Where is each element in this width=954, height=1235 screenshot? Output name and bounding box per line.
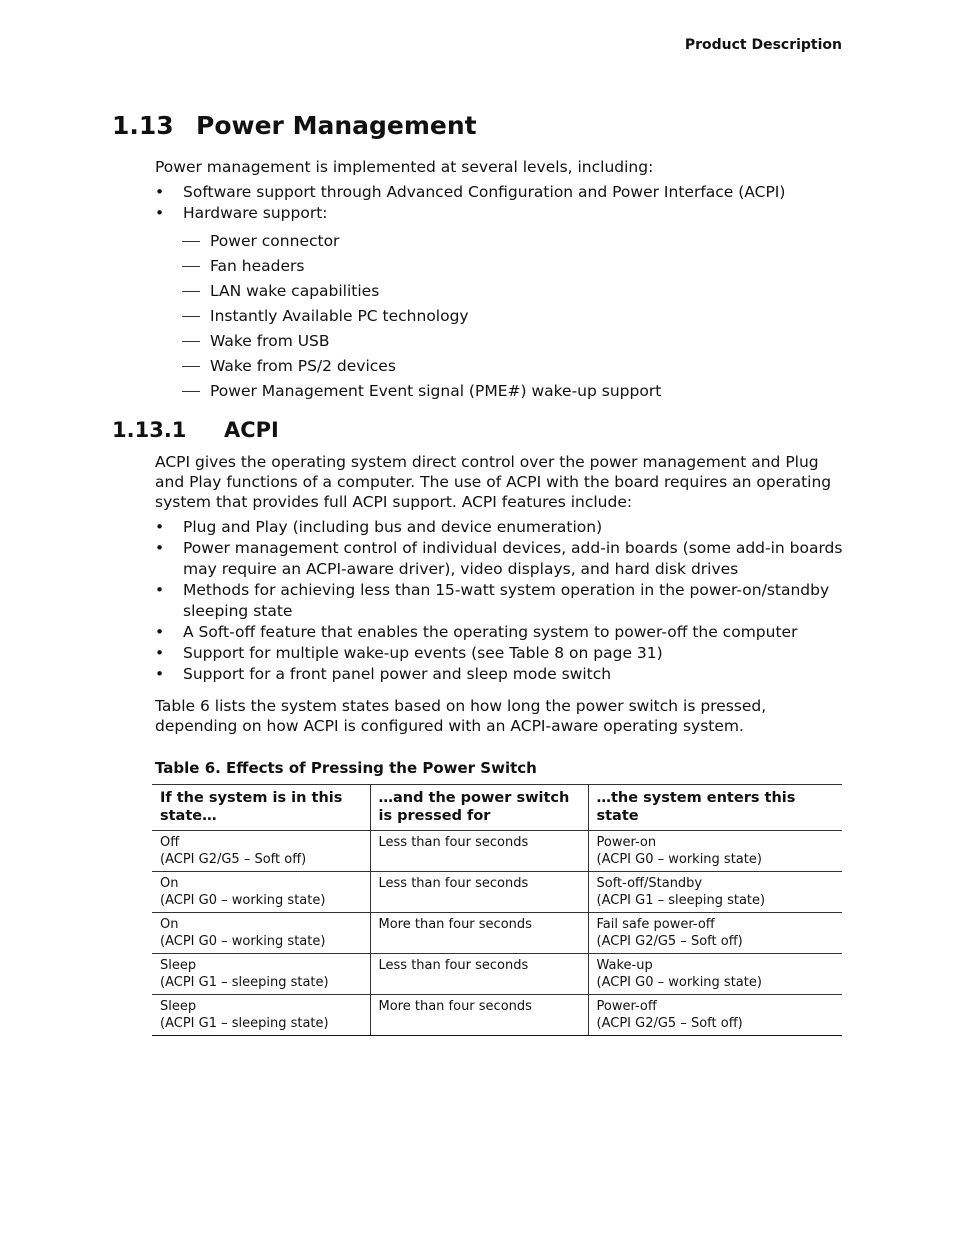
dash-icon	[182, 366, 200, 367]
cell-result: Power-on	[596, 835, 657, 850]
acpi-feature-list	[155, 517, 845, 685]
section-intro: Power management is implemented at several levels, including:	[155, 158, 654, 176]
list-item	[182, 229, 661, 254]
table-cell	[588, 995, 842, 1036]
list-item	[155, 664, 845, 685]
cell-duration: Less than four seconds	[378, 835, 529, 850]
list-item	[182, 254, 661, 279]
section-title: Power Management	[196, 111, 477, 140]
list-item-text: Wake from USB	[210, 332, 330, 350]
bullet-icon: •	[155, 183, 165, 201]
list-item-text: Support for multiple wake-up events (see Table 8 on page 31)	[183, 644, 663, 662]
cell-result-acpi: (ACPI G1 – sleeping state)	[596, 893, 766, 908]
cell-state-acpi: (ACPI G0 – working state)	[160, 893, 326, 908]
list-item-text: Instantly Available PC technology	[210, 307, 469, 325]
list-item-text: Wake from PS/2 devices	[210, 357, 396, 375]
table-cell	[152, 913, 370, 954]
list-item-text: Power management control of individual devices, add-in boards (some add-in boards may require an ACPI-aware driver), video displays, and hard disk drives	[183, 539, 843, 578]
cell-result-acpi: (ACPI G0 – working state)	[596, 852, 762, 867]
cell-result-acpi: (ACPI G0 – working state)	[596, 975, 762, 990]
list-item-text: Methods for achieving less than 15-watt system operation in the power-on/standby sleeping state	[183, 581, 830, 620]
subsection-title: ACPI	[224, 418, 279, 442]
cell-state-acpi: (ACPI G2/G5 – Soft off)	[160, 852, 307, 867]
cell-state: On	[160, 917, 179, 932]
bullet-icon: •	[155, 644, 165, 662]
cell-state-acpi: (ACPI G1 – sleeping state)	[160, 975, 329, 990]
column-header: …and the power switch is pressed for	[370, 785, 588, 831]
cell-result-acpi: (ACPI G2/G5 – Soft off)	[596, 1016, 743, 1031]
hardware-support-list	[182, 229, 661, 404]
list-item	[155, 643, 845, 664]
table-caption: Table 6. Effects of Pressing the Power Switch	[155, 759, 537, 777]
list-item-text: Power Management Event signal (PME#) wake-up support	[210, 382, 662, 400]
cell-state: Sleep	[160, 999, 197, 1014]
bullet-icon: •	[155, 204, 165, 222]
list-item	[155, 203, 845, 224]
list-item-text: Software support through Advanced Configuration and Power Interface (ACPI)	[183, 183, 786, 201]
bullet-icon: •	[155, 623, 165, 641]
subsection-intro: ACPI gives the operating system direct control over the power management and Plug and Play functions of a computer. The use of ACPI with the board requires an operating system that provides full ACPI support. ACPI features include:	[155, 453, 832, 511]
dash-icon	[182, 341, 200, 342]
table-cell	[152, 954, 370, 995]
dash-icon	[182, 316, 200, 317]
table-cell	[588, 954, 842, 995]
list-item	[182, 379, 661, 404]
cell-duration: Less than four seconds	[378, 958, 529, 973]
dash-icon	[182, 391, 200, 392]
subsection-heading	[112, 418, 279, 442]
table-cell	[370, 913, 588, 954]
list-item-text: Fan headers	[210, 257, 305, 275]
section-number: 1.13	[112, 111, 174, 140]
list-item	[155, 538, 845, 580]
dash-icon	[182, 241, 200, 242]
bullet-icon: •	[155, 665, 165, 683]
table-cell	[588, 872, 842, 913]
table-row	[152, 831, 842, 872]
table-intro: Table 6 lists the system states based on how long the power switch is pressed, depending on how ACPI is configured with an ACPI-aware operating system.	[155, 697, 767, 735]
table-cell	[588, 831, 842, 872]
table-row	[152, 872, 842, 913]
power-switch-table	[152, 784, 842, 1036]
list-item	[182, 279, 661, 304]
list-item	[155, 580, 845, 622]
section-heading	[112, 111, 477, 140]
column-header: If the system is in this state…	[152, 785, 370, 831]
cell-state: Sleep	[160, 958, 197, 973]
table-cell	[152, 995, 370, 1036]
table-row	[152, 913, 842, 954]
cell-result: Soft-off/Standby	[596, 876, 703, 891]
list-item	[182, 354, 661, 379]
bullet-icon: •	[155, 581, 165, 599]
section-bullet-list	[155, 182, 845, 224]
cell-state: Off	[160, 835, 180, 850]
list-item-text: Hardware support:	[183, 204, 328, 222]
cell-duration: More than four seconds	[378, 999, 532, 1014]
list-item-text: Plug and Play (including bus and device enumeration)	[183, 518, 603, 536]
cell-result: Fail safe power-off	[596, 917, 715, 932]
cell-duration: More than four seconds	[378, 917, 532, 932]
cell-state: On	[160, 876, 179, 891]
list-item-text: Support for a front panel power and sleep mode switch	[183, 665, 612, 683]
list-item	[155, 182, 845, 203]
running-header: Product Description	[684, 37, 842, 53]
cell-state-acpi: (ACPI G0 – working state)	[160, 934, 326, 949]
table-cell	[152, 872, 370, 913]
table-cell	[370, 995, 588, 1036]
cell-state-acpi: (ACPI G1 – sleeping state)	[160, 1016, 329, 1031]
cell-duration: Less than four seconds	[378, 876, 529, 891]
dash-icon	[182, 266, 200, 267]
table-cell	[370, 872, 588, 913]
cell-result-acpi: (ACPI G2/G5 – Soft off)	[596, 934, 743, 949]
table-cell	[152, 831, 370, 872]
subsection-number: 1.13.1	[112, 418, 187, 442]
table-row	[152, 954, 842, 995]
list-item-text: A Soft-off feature that enables the operating system to power-off the computer	[183, 623, 798, 641]
dash-icon	[182, 291, 200, 292]
table-header-row	[152, 785, 842, 831]
table-row	[152, 995, 842, 1036]
column-header: …the system enters this state	[588, 785, 842, 831]
list-item	[182, 329, 661, 354]
table-cell	[370, 954, 588, 995]
list-item	[155, 517, 845, 538]
table-cell	[370, 831, 588, 872]
list-item	[155, 622, 845, 643]
table-cell	[588, 913, 842, 954]
list-item-text: Power connector	[210, 232, 340, 250]
cell-result: Wake-up	[596, 958, 653, 973]
bullet-icon: •	[155, 539, 165, 557]
bullet-icon: •	[155, 518, 165, 536]
list-item-text: LAN wake capabilities	[210, 282, 380, 300]
list-item	[182, 304, 661, 329]
cell-result: Power-off	[596, 999, 657, 1014]
